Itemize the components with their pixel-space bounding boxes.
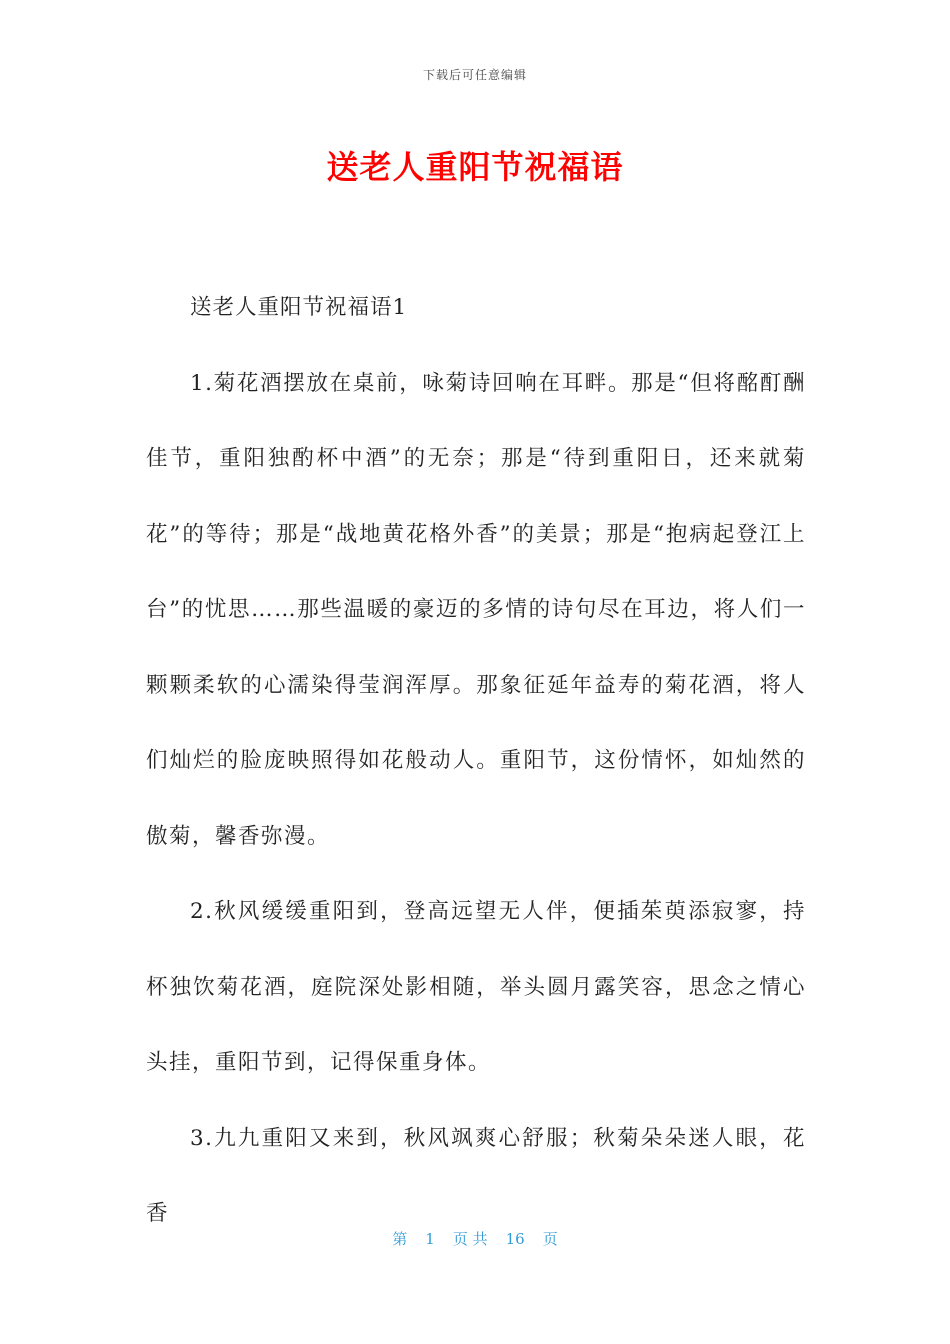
footer-prefix: 第 [392, 1230, 408, 1248]
current-page-number: 1 [425, 1230, 435, 1248]
total-pages-number: 16 [505, 1230, 525, 1248]
paragraph: 1.菊花酒摆放在桌前，咏菊诗回响在耳畔。那是“但将酩酊酬佳节，重阳独酌杯中酒”的无奈；那是“待到重阳日，还来就菊花”的等待；那是“战地黄花格外香”的美景；那是“抱病起登江上台”的忧思……那些温暖的豪迈的多情的诗句尽在耳边，将人们一颗颗柔软的心濡染得莹润浑厚。那象征延年益寿的菊花酒，将人们灿烂的脸庞映照得如花般动人。重阳节，这份情怀，如灿然的傲菊，馨香弥漫。 [146, 370, 806, 849]
section-heading: 送老人重阳节祝福语1 [190, 295, 408, 320]
paragraph: 3.九九重阳又来到，秋风飒爽心舒服；秋菊朵朵迷人眼，花香 [146, 1125, 806, 1226]
footer-suffix: 页 [542, 1230, 558, 1248]
footer-middle: 页 共 [452, 1230, 488, 1248]
document-body [146, 270, 806, 1252]
document-title: 送老人重阳节祝福语 [326, 148, 624, 186]
paragraph: 2.秋风缓缓重阳到，登高远望无人伴，便插茱萸添寂寥，持杯独饮菊花酒，庭院深处影相随，举头圆月露笑容，思念之情心头挂，重阳节到，记得保重身体。 [146, 899, 806, 1075]
header-note: 下载后可任意编辑 [422, 68, 527, 82]
page-footer [0, 1228, 950, 1249]
